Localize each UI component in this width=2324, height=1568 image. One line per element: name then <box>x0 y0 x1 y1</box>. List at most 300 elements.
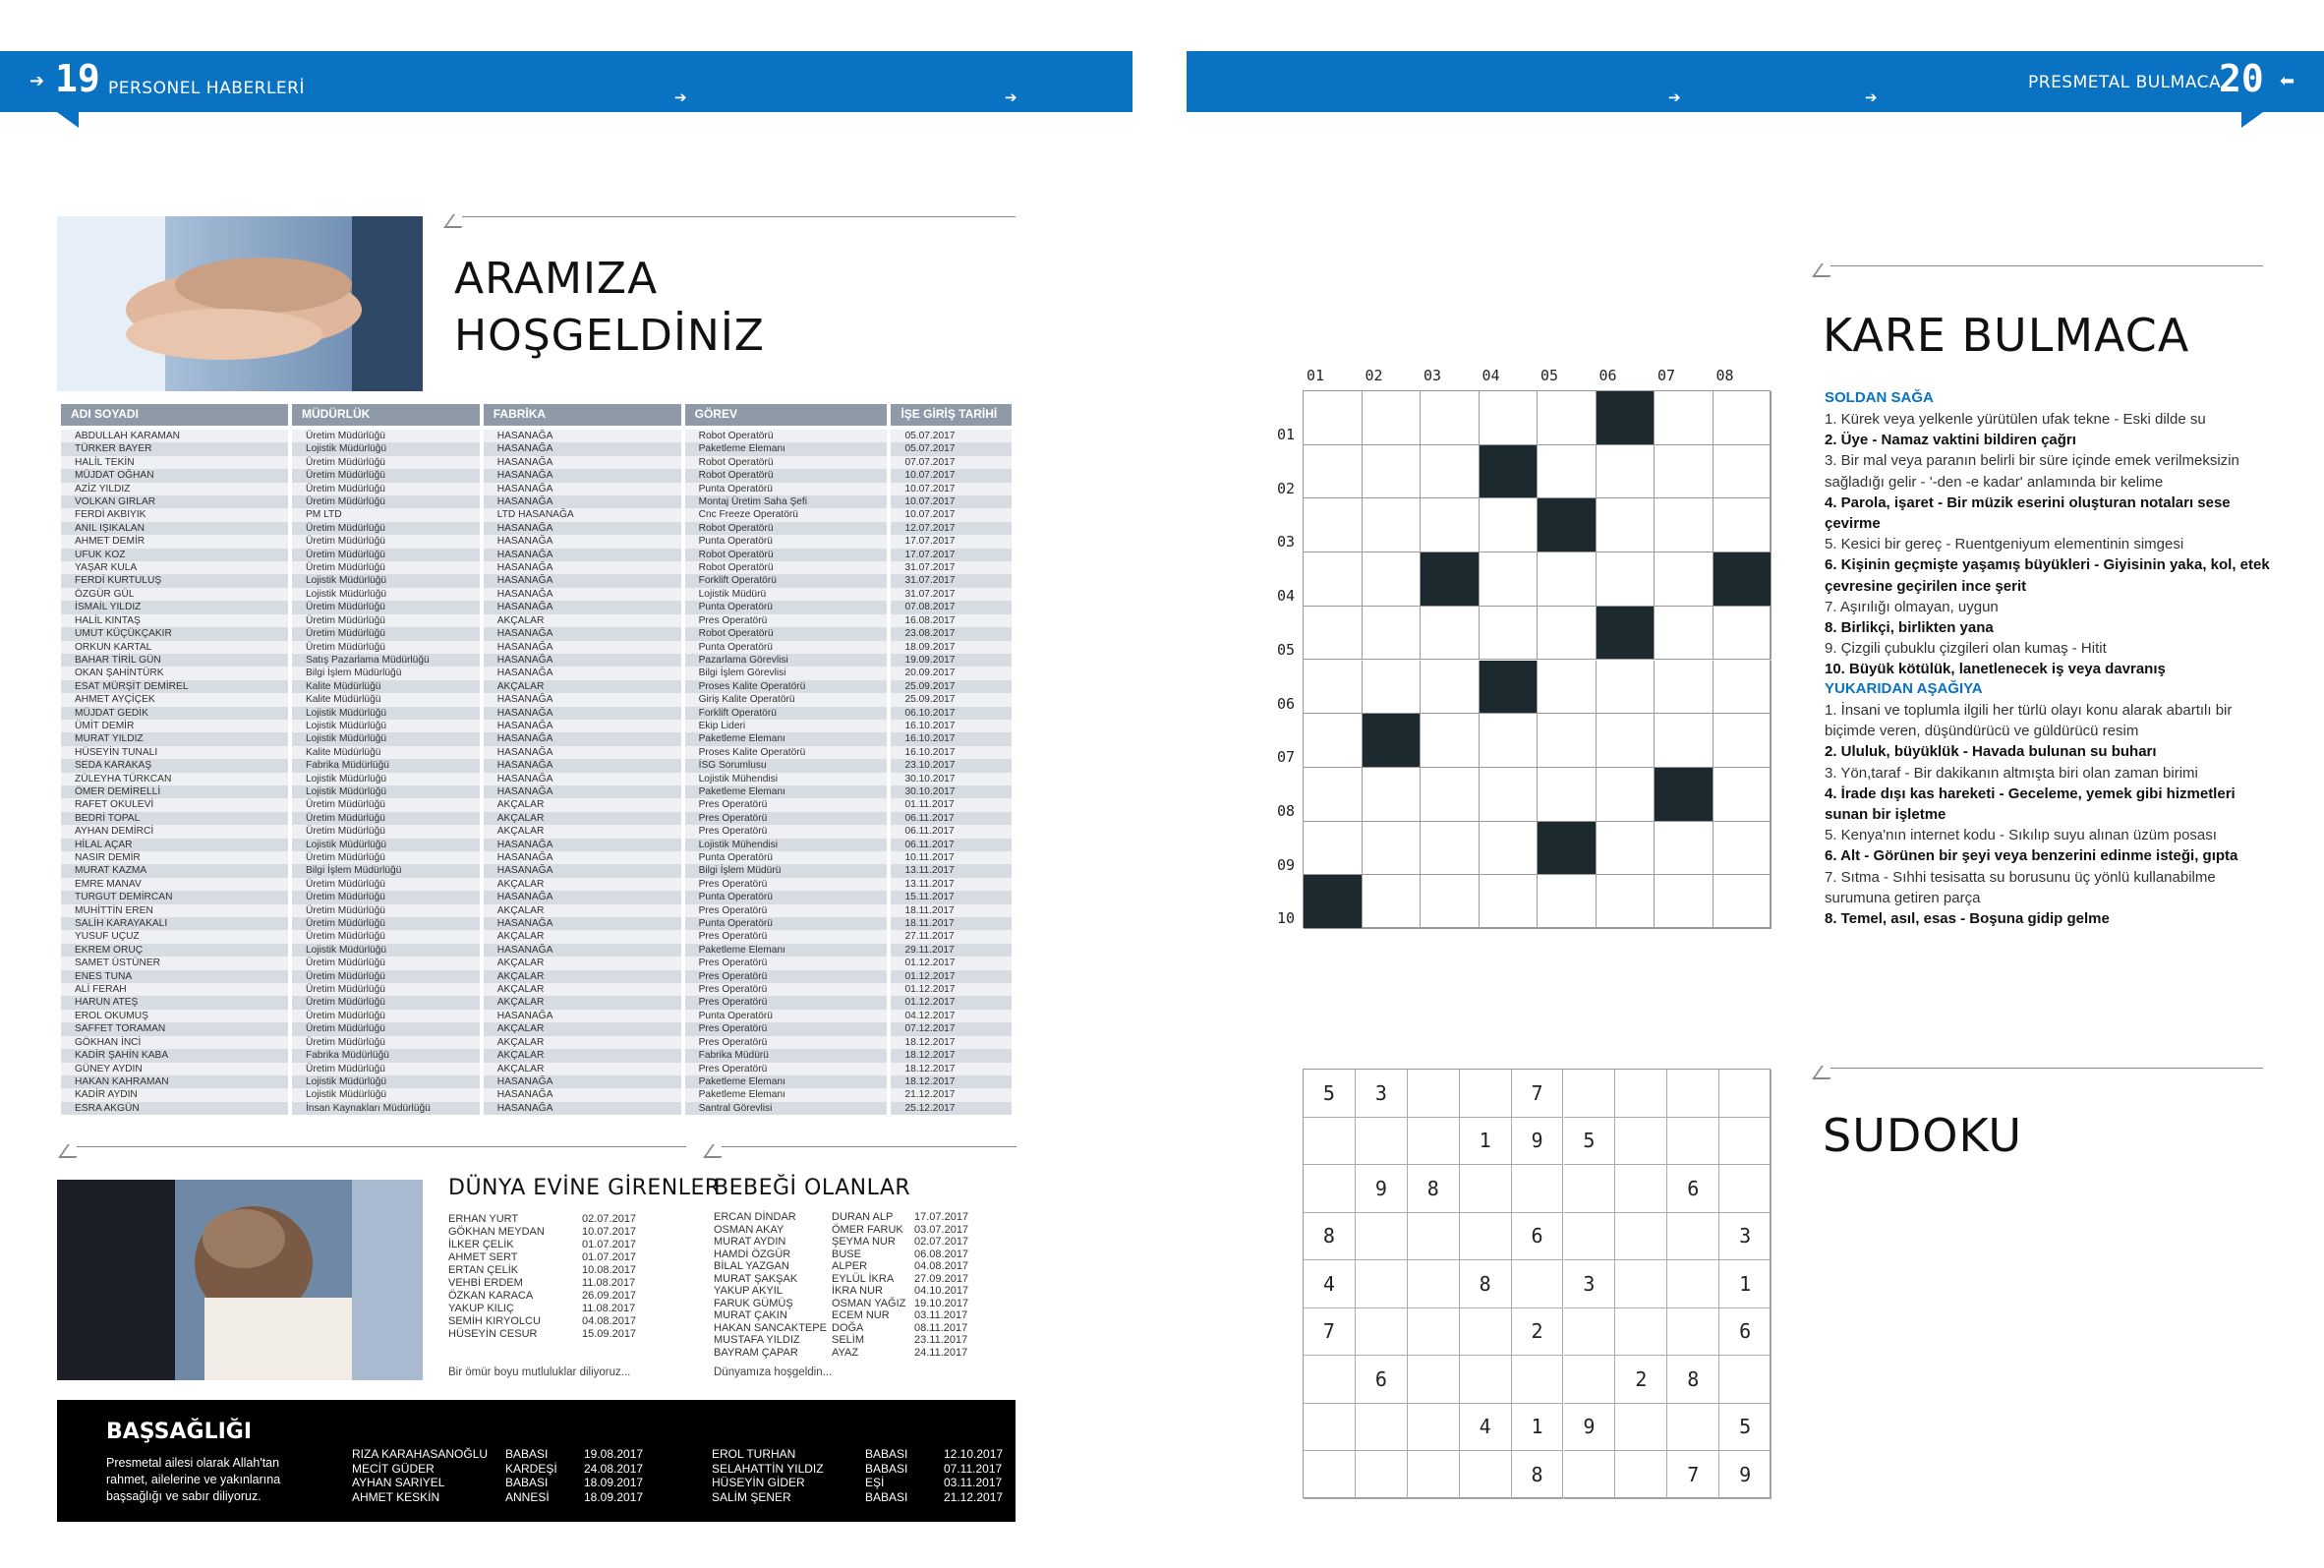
sudoku-cell <box>1356 1118 1408 1166</box>
sudoku-cell <box>1460 1213 1512 1261</box>
table-row <box>61 839 1012 851</box>
table-cell: FERDİ AKBIYIK <box>61 508 288 521</box>
table-cell: Pres Operatörü <box>685 1036 888 1049</box>
table-cell: 18.12.2017 <box>891 1049 1012 1062</box>
list-item <box>448 1264 645 1277</box>
crossword-cell <box>1538 445 1597 499</box>
crossword-cell <box>1421 768 1480 822</box>
date: 26.09.2017 <box>582 1290 637 1302</box>
crossword-cell <box>1538 822 1597 876</box>
across-title: SOLDAN SAĞA <box>1825 389 1934 406</box>
table-cell: İSG Sorumlusu <box>685 759 888 772</box>
crossword-cell <box>1655 661 1714 715</box>
table-cell: Forklift Operatörü <box>685 707 888 720</box>
crossword-cell <box>1655 607 1714 661</box>
table-cell: AKÇALAR <box>484 680 681 693</box>
divider <box>1830 1068 2263 1069</box>
list-item <box>448 1226 645 1239</box>
table-row <box>61 707 1012 720</box>
sudoku-cell: 3 <box>1564 1260 1616 1308</box>
table-cell: MURAT KAZMA <box>61 864 288 877</box>
table-cell: HASANAĞA <box>484 495 681 508</box>
crossword-cell <box>1421 822 1480 876</box>
table-cell: ANIL IŞIKALAN <box>61 522 288 535</box>
parent-name: BİLAL YAZGAN <box>714 1260 789 1272</box>
crossword-cell <box>1304 498 1363 552</box>
table-cell: 30.10.2017 <box>891 773 1012 785</box>
table-cell: Üretim Müdürlüğü <box>292 456 480 469</box>
crossword-cell <box>1363 768 1422 822</box>
arrow-right-icon: ➔ <box>1668 88 1681 106</box>
sudoku-cell <box>1304 1118 1356 1166</box>
table-cell: HASANAĞA <box>484 549 681 561</box>
arrow-right-icon: ➔ <box>1005 88 1017 106</box>
table-row <box>61 785 1012 798</box>
table-cell: Paketleme Elemanı <box>685 944 888 957</box>
crossword-row-label: 09 <box>1277 855 1296 874</box>
table-cell: Giriş Kalite Operatörü <box>685 693 888 706</box>
table-cell: Robot Operatörü <box>685 456 888 469</box>
table-cell: Üretim Müdürlüğü <box>292 904 480 917</box>
table-cell: Bilgi İşlem Müdürlüğü <box>292 864 480 877</box>
crossword-cell <box>1304 822 1363 876</box>
clue-item: 4. Parola, işaret - Bir müzik eserini oluşturan notaları sese çevirme <box>1825 494 2231 533</box>
table-cell: İSMAİL YILDIZ <box>61 601 288 613</box>
column-header: İŞE GİRİŞ TARİHİ <box>891 404 1012 430</box>
clue-item: 6. Alt - Görünen bir şeyi veya benzerini edinme isteği, gıpta <box>1825 847 2238 865</box>
table-cell: Pazarlama Görevlisi <box>685 654 888 667</box>
table-cell: HASANAĞA <box>484 839 681 851</box>
left-header-band <box>0 51 1133 112</box>
list-item <box>714 1347 1009 1360</box>
crossword-cell <box>1421 661 1480 715</box>
baby-name: ÖMER FARUK <box>832 1223 903 1236</box>
sudoku-cell: 8 <box>1667 1356 1719 1404</box>
table-cell: NASIR DEMİR <box>61 851 288 864</box>
sudoku-cell: 6 <box>1667 1165 1719 1213</box>
table-row <box>61 1088 1012 1101</box>
table-cell: HASANAĞA <box>484 732 681 745</box>
person-name: AHMET SERT <box>448 1251 518 1263</box>
table-cell: ESRA AKGÜN <box>61 1102 288 1115</box>
table-cell: Kalite Müdürlüğü <box>292 680 480 693</box>
table-cell: 29.11.2017 <box>891 944 1012 957</box>
table-cell: Üretim Müdürlüğü <box>292 825 480 838</box>
table-cell: ÜMİT DEMİR <box>61 720 288 732</box>
table-cell: AYHAN DEMİRCİ <box>61 825 288 838</box>
table-cell: TÜRKER BAYER <box>61 442 288 455</box>
sudoku-cell <box>1356 1451 1408 1499</box>
crossword-cell <box>1304 714 1363 768</box>
crossword-cell <box>1480 552 1539 607</box>
table-cell: Üretim Müdürlüğü <box>292 469 480 482</box>
table-cell: Montaj Üretim Saha Şefi <box>685 495 888 508</box>
table-cell: 04.12.2017 <box>891 1010 1012 1022</box>
table-row <box>61 825 1012 838</box>
crossword-cell <box>1421 391 1480 445</box>
crossword-cell <box>1655 714 1714 768</box>
page-number: 20 <box>2219 57 2264 100</box>
crossword-cell <box>1714 391 1772 445</box>
clue-item: 9. Çizgili çubuklu çizgileri olan kumaş - Hitit <box>1825 640 2107 658</box>
table-cell: HASANAĞA <box>484 430 681 442</box>
table-cell: Lojistik Müdürlüğü <box>292 1075 480 1088</box>
table-row <box>61 483 1012 495</box>
crossword-cell <box>1597 391 1656 445</box>
clue-item: 1. İnsani ve toplumla ilgili her türlü olayı konu alarak abartılı bir biçimde veren, düşündürücü ve güldürücü resim <box>1825 702 2233 740</box>
table-cell: 10.07.2017 <box>891 508 1012 521</box>
table-cell: Pres Operatörü <box>685 957 888 969</box>
crossword-cell <box>1480 391 1539 445</box>
table-row <box>61 508 1012 521</box>
sudoku-cell <box>1356 1308 1408 1357</box>
parent-name: OSMAN AKAY <box>714 1223 784 1236</box>
table-cell: Üretim Müdürlüğü <box>292 614 480 627</box>
table-cell: HARUN ATEŞ <box>61 996 288 1009</box>
list-item <box>714 1224 1009 1237</box>
sudoku-cell <box>1304 1356 1356 1404</box>
babies-title: BEBEĞİ OLANLAR <box>714 1176 911 1200</box>
crossword-cell <box>1655 445 1714 499</box>
table-cell: 12.07.2017 <box>891 522 1012 535</box>
date: 23.11.2017 <box>914 1334 968 1346</box>
table-cell: RAFET OKULEVİ <box>61 798 288 811</box>
table-cell: 06.11.2017 <box>891 812 1012 825</box>
table-cell: UMUT KÜÇÜKÇAKIR <box>61 627 288 640</box>
sudoku-cell: 4 <box>1460 1404 1512 1452</box>
table-row <box>61 588 1012 601</box>
parent-name: MURAT AYDIN <box>714 1236 786 1248</box>
baby-name: OSMAN YAĞIZ <box>832 1297 906 1309</box>
table-cell: Kalite Müdürlüğü <box>292 746 480 759</box>
sudoku-cell <box>1304 1165 1356 1213</box>
table-cell: Punta Operatörü <box>685 851 888 864</box>
table-cell: Robot Operatörü <box>685 627 888 640</box>
table-cell: Lojistik Müdürlüğü <box>292 944 480 957</box>
table-cell: Üretim Müdürlüğü <box>292 996 480 1009</box>
date: 11.08.2017 <box>582 1277 636 1289</box>
crossword-cell <box>1480 445 1539 499</box>
married-title: DÜNYA EVİNE GİRENLER <box>448 1176 721 1200</box>
table-row <box>61 798 1012 811</box>
column-header: GÖREV <box>685 404 888 430</box>
clue-item: 2. Üye - Namaz vaktini bildiren çağrı <box>1825 432 2076 449</box>
crossword-column-label: 03 <box>1423 367 1442 384</box>
table-row <box>61 720 1012 732</box>
table-cell: 31.07.2017 <box>891 588 1012 601</box>
table-cell: Robot Operatörü <box>685 522 888 535</box>
sudoku-cell <box>1564 1356 1616 1404</box>
babies-note: Dünyamıza hoşgeldin... <box>714 1366 833 1378</box>
table-cell: 13.11.2017 <box>891 864 1012 877</box>
right-header-band <box>1187 51 2324 112</box>
table-cell: Pres Operatörü <box>685 878 888 891</box>
table-cell: 18.12.2017 <box>891 1063 1012 1075</box>
table-cell: 01.12.2017 <box>891 996 1012 1009</box>
crossword-row-label: 08 <box>1277 801 1296 820</box>
date: 18.09.2017 <box>584 1489 644 1504</box>
table-cell: 06.11.2017 <box>891 839 1012 851</box>
table-cell: Pres Operatörü <box>685 970 888 983</box>
sudoku-cell <box>1304 1404 1356 1452</box>
table-cell: 01.12.2017 <box>891 983 1012 996</box>
list-item <box>714 1249 1009 1261</box>
crossword-cell <box>1421 498 1480 552</box>
crossword-cell <box>1597 445 1656 499</box>
table-cell: Lojistik Müdürlüğü <box>292 720 480 732</box>
table-cell: AHMET AYÇİÇEK <box>61 693 288 706</box>
baby-name: EYLÜL İKRA <box>832 1272 895 1285</box>
list-item <box>352 1462 643 1477</box>
parent-name: BAYRAM ÇAPAR <box>714 1346 798 1359</box>
table-row <box>61 864 1012 877</box>
across-clues <box>1825 409 2277 680</box>
crossword-cell <box>1714 445 1772 499</box>
table-cell: Punta Operatörü <box>685 483 888 495</box>
date: 19.08.2017 <box>584 1447 644 1461</box>
table-row <box>61 442 1012 455</box>
table-cell: 17.07.2017 <box>891 549 1012 561</box>
crossword-cell <box>1655 875 1714 929</box>
table-row <box>61 430 1012 442</box>
date: 17.07.2017 <box>914 1211 969 1223</box>
sudoku-cell <box>1615 1260 1667 1308</box>
table-cell: Lojistik Müdürü <box>685 588 888 601</box>
table-cell: Üretim Müdürlüğü <box>292 522 480 535</box>
list-item <box>448 1303 645 1315</box>
table-row <box>61 1075 1012 1088</box>
table-cell: 19.09.2017 <box>891 654 1012 667</box>
table-cell: Punta Operatörü <box>685 891 888 903</box>
table-row <box>61 680 1012 693</box>
sudoku-cell <box>1615 1118 1667 1166</box>
sudoku-cell: 8 <box>1460 1260 1512 1308</box>
table-cell: EKREM ORUÇ <box>61 944 288 957</box>
relation: KARDEŞİ <box>505 1461 557 1476</box>
table-cell: HASANAĞA <box>484 759 681 772</box>
table-cell: Proses Kalite Operatörü <box>685 746 888 759</box>
table-cell: Üretim Müdürlüğü <box>292 812 480 825</box>
list-item <box>714 1273 1009 1286</box>
crossword-column-label: 02 <box>1365 367 1383 384</box>
sudoku-cell <box>1667 1118 1719 1166</box>
sudoku-cell <box>1408 1260 1460 1308</box>
table-cell: Üretim Müdürlüğü <box>292 601 480 613</box>
table-cell: KADİR AYDIN <box>61 1088 288 1101</box>
table-cell: Punta Operatörü <box>685 641 888 654</box>
table-cell: 27.11.2017 <box>891 930 1012 943</box>
date: 02.07.2017 <box>582 1213 637 1225</box>
table-cell: ENES TUNA <box>61 970 288 983</box>
person-name: RIZA KARAHASANOĞLU <box>352 1447 489 1461</box>
table-cell: AKÇALAR <box>484 1022 681 1035</box>
table-cell: EMRE MANAV <box>61 878 288 891</box>
crossword-cell <box>1304 445 1363 499</box>
sudoku-cell <box>1615 1070 1667 1118</box>
table-cell: Lojistik Mühendisi <box>685 839 888 851</box>
table-cell: Paketleme Elemanı <box>685 442 888 455</box>
crossword-cell <box>1480 714 1539 768</box>
table-cell: 05.07.2017 <box>891 430 1012 442</box>
crossword-cell <box>1597 661 1656 715</box>
table-cell: 18.12.2017 <box>891 1075 1012 1088</box>
table-cell: Robot Operatörü <box>685 430 888 442</box>
date: 08.11.2017 <box>914 1321 968 1334</box>
crossword-cell <box>1363 445 1422 499</box>
table-cell: Ekip Lideri <box>685 720 888 732</box>
table-cell: Lojistik Müdürlüğü <box>292 707 480 720</box>
table-cell: Robot Operatörü <box>685 561 888 574</box>
table-cell: HASANAĞA <box>484 442 681 455</box>
table-cell: 01.12.2017 <box>891 957 1012 969</box>
table-cell: Pres Operatörü <box>685 614 888 627</box>
table-row <box>61 654 1012 667</box>
table-row <box>61 812 1012 825</box>
date: 04.08.2017 <box>582 1315 637 1327</box>
sudoku-cell <box>1615 1404 1667 1452</box>
condolence-list-right <box>712 1447 1003 1504</box>
table-cell: 10.11.2017 <box>891 851 1012 864</box>
table-row <box>61 851 1012 864</box>
table-cell: MÜJDAT GEDİK <box>61 707 288 720</box>
date: 01.07.2017 <box>582 1239 637 1250</box>
clue-item: 6. Kişinin geçmişte yaşamış büyükleri - Giyisinin yaka, kol, etek çevresine geçirilen ince şerit <box>1825 556 2270 595</box>
wedding-photo <box>57 1180 423 1380</box>
person-name: EROL TURHAN <box>712 1447 796 1461</box>
baby-name: SELİM <box>832 1334 865 1346</box>
sudoku-cell <box>1615 1451 1667 1499</box>
sudoku-cell: 1 <box>1719 1260 1772 1308</box>
crossword-cell <box>1304 768 1363 822</box>
table-cell: HİLAL AÇAR <box>61 839 288 851</box>
date: 04.08.2017 <box>914 1260 969 1272</box>
list-item <box>714 1322 1009 1335</box>
divider <box>77 1146 686 1147</box>
list-item <box>714 1334 1009 1347</box>
person-name: SALİM ŞENER <box>712 1489 791 1504</box>
condolence-message: Presmetal ailesi olarak Allah'tan rahmet, ailelerine ve yakınlarına başsağlığı ve sabır diliyoruz. <box>106 1456 281 1503</box>
table-cell: Üretim Müdürlüğü <box>292 483 480 495</box>
crossword-cell <box>1714 498 1772 552</box>
new-staff-table <box>57 404 1016 1115</box>
table-cell: Bilgi İşlem Müdürlüğü <box>292 667 480 679</box>
table-cell: Pres Operatörü <box>685 1022 888 1035</box>
table-row <box>61 944 1012 957</box>
sudoku-cell <box>1667 1213 1719 1261</box>
list-item <box>352 1476 643 1490</box>
table-cell: Bilgi İşlem Görevlisi <box>685 667 888 679</box>
relation: BABASI <box>505 1447 549 1461</box>
table-cell: HASANAĞA <box>484 667 681 679</box>
table-cell: 18.12.2017 <box>891 1036 1012 1049</box>
date: 10.07.2017 <box>582 1226 637 1238</box>
sudoku-cell <box>1719 1165 1772 1213</box>
table-cell: AHMET DEMİR <box>61 535 288 548</box>
person-name: ERTAN ÇELİK <box>448 1264 519 1276</box>
welcome-title-line2: HOŞGELDİNİZ <box>454 311 765 361</box>
sudoku-cell <box>1615 1213 1667 1261</box>
table-cell: Üretim Müdürlüğü <box>292 878 480 891</box>
crossword-cell <box>1714 875 1772 929</box>
table-cell: 31.07.2017 <box>891 574 1012 587</box>
clue-item: 4. İrade dışı kas hareketi - Geceleme, yemek gibi hizmetleri sunan bir işletme <box>1825 784 2236 824</box>
table-cell: Lojistik Müdürlüğü <box>292 442 480 455</box>
crossword-title: KARE BULMACA <box>1823 309 2190 362</box>
table-cell: Üretim Müdürlüğü <box>292 957 480 969</box>
date: 27.09.2017 <box>914 1272 969 1285</box>
babies-list <box>714 1211 1009 1359</box>
sudoku-cell: 9 <box>1512 1118 1564 1166</box>
table-cell: Üretim Müdürlüğü <box>292 1036 480 1049</box>
table-cell: Forklift Operatörü <box>685 574 888 587</box>
crossword-cell <box>1538 552 1597 607</box>
person-name: AYHAN SARIYEL <box>352 1476 445 1489</box>
sudoku-cell: 1 <box>1512 1404 1564 1452</box>
table-row <box>61 614 1012 627</box>
arrow-right-icon: ➔ <box>1865 88 1878 106</box>
list-item <box>448 1290 645 1303</box>
date: 18.09.2017 <box>584 1476 644 1489</box>
crossword-cell <box>1480 661 1539 715</box>
crossword-cell <box>1421 714 1480 768</box>
table-cell: AKÇALAR <box>484 930 681 943</box>
table-cell: Lojistik Müdürlüğü <box>292 785 480 798</box>
table-cell: 18.11.2017 <box>891 904 1012 917</box>
table-row <box>61 891 1012 903</box>
sudoku-cell <box>1564 1213 1616 1261</box>
table-cell: Lojistik Mühendisi <box>685 773 888 785</box>
sudoku-cell <box>1564 1165 1616 1213</box>
table-row <box>61 930 1012 943</box>
person-name: SELAHATTİN YILDIZ <box>712 1461 824 1476</box>
sudoku-cell <box>1356 1260 1408 1308</box>
table-cell: HAKAN KAHRAMAN <box>61 1075 288 1088</box>
list-item <box>714 1236 1009 1249</box>
crossword-cell <box>1655 552 1714 607</box>
clue-item: 8. Temel, asıl, esas - Boşuna gidip gelme <box>1825 910 2110 928</box>
crossword-cell <box>1714 768 1772 822</box>
crossword-cell <box>1421 875 1480 929</box>
table-cell: Üretim Müdürlüğü <box>292 627 480 640</box>
parent-name: ERCAN DİNDAR <box>714 1211 796 1223</box>
table-cell: 18.09.2017 <box>891 641 1012 654</box>
sudoku-grid <box>1303 1069 1771 1498</box>
list-item <box>712 1462 1003 1477</box>
divider <box>1830 265 2263 266</box>
clue-item: 1. Kürek veya yelkenle yürütülen ufak tekne - Eski dilde su <box>1825 411 2206 428</box>
table-row <box>61 759 1012 772</box>
table-cell: 16.10.2017 <box>891 746 1012 759</box>
table-cell: Üretim Müdürlüğü <box>292 851 480 864</box>
crossword-row-label: 04 <box>1277 587 1296 606</box>
table-cell: 06.11.2017 <box>891 825 1012 838</box>
table-cell: Pres Operatörü <box>685 983 888 996</box>
table-cell: HALİL KINTAŞ <box>61 614 288 627</box>
table-cell: Pres Operatörü <box>685 798 888 811</box>
crossword-cell <box>1304 875 1363 929</box>
table-cell: Fabrika Müdürü <box>685 1049 888 1062</box>
table-cell: AKÇALAR <box>484 1036 681 1049</box>
baby-name: BUSE <box>832 1248 861 1260</box>
sudoku-cell: 5 <box>1564 1118 1616 1166</box>
table-cell: 23.08.2017 <box>891 627 1012 640</box>
table-row <box>61 1063 1012 1075</box>
crossword-cell <box>1363 498 1422 552</box>
crossword-cell <box>1538 661 1597 715</box>
table-cell: HASANAĞA <box>484 944 681 957</box>
crossword-cell <box>1363 661 1422 715</box>
person-name: ERHAN YURT <box>448 1213 519 1225</box>
